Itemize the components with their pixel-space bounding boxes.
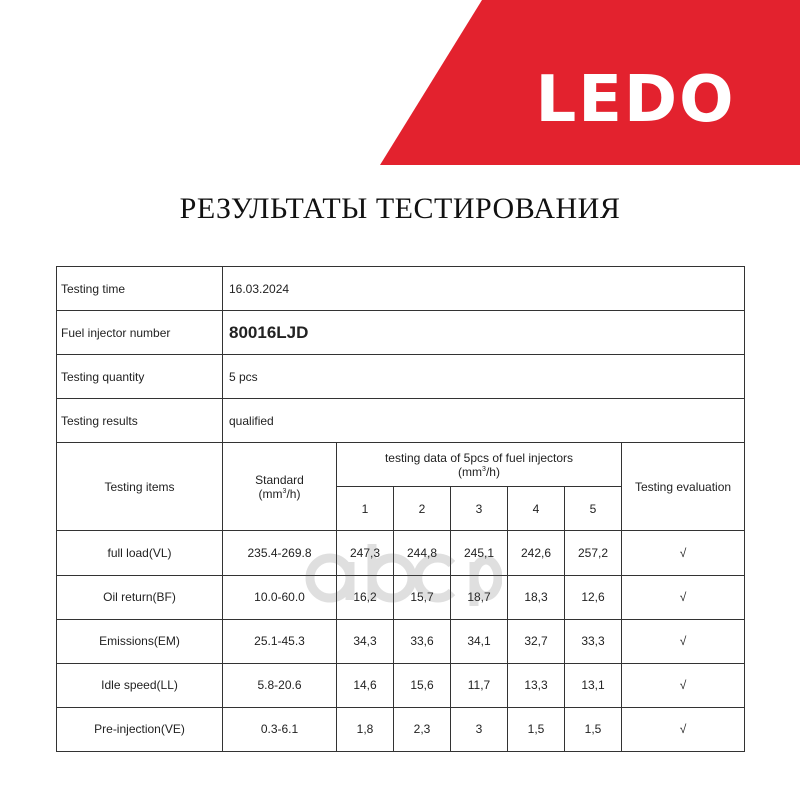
row-value: 12,6 (565, 575, 622, 619)
table-row (57, 531, 745, 575)
header-testing-items: Testing items (57, 443, 223, 531)
row-value: 34,1 (451, 619, 508, 663)
quantity-label: Testing quantity (57, 355, 223, 399)
info-row-testing-time (57, 267, 745, 311)
row-value: 257,2 (565, 531, 622, 575)
row-value: 11,7 (451, 663, 508, 707)
row-standard: 10.0-60.0 (223, 575, 337, 619)
row-value: 32,7 (508, 619, 565, 663)
row-value: 3 (451, 707, 508, 751)
row-item: Oil return(BF) (57, 575, 223, 619)
row-evaluation-check: √ (622, 619, 745, 663)
results-table (56, 266, 745, 752)
row-value: 34,3 (337, 619, 394, 663)
injector-number-value: 80016LJD (223, 311, 745, 355)
row-value: 14,6 (337, 663, 394, 707)
row-standard: 25.1-45.3 (223, 619, 337, 663)
row-item: Emissions(EM) (57, 619, 223, 663)
table-row (57, 707, 745, 751)
row-standard: 0.3-6.1 (223, 707, 337, 751)
info-row-quantity (57, 355, 745, 399)
header-col-3: 3 (451, 487, 508, 531)
row-standard: 5.8-20.6 (223, 663, 337, 707)
standard-unit-suffix: /h) (286, 486, 301, 501)
testing-time-label: Testing time (57, 267, 223, 311)
row-item: Idle speed(LL) (57, 663, 223, 707)
table-header-row (57, 443, 745, 487)
row-evaluation-check: √ (622, 531, 745, 575)
row-value: 13,3 (508, 663, 565, 707)
row-evaluation-check: √ (622, 663, 745, 707)
header-standard-unit (227, 487, 332, 501)
row-value: 33,6 (394, 619, 451, 663)
row-value: 18,3 (508, 575, 565, 619)
row-value: 15,7 (394, 575, 451, 619)
row-value: 2,3 (394, 707, 451, 751)
row-value: 33,3 (565, 619, 622, 663)
info-row-injector-number (57, 311, 745, 355)
header-standard (223, 443, 337, 531)
header-col-4: 4 (508, 487, 565, 531)
row-value: 16,2 (337, 575, 394, 619)
standard-unit-prefix: (mm (258, 486, 283, 501)
header-testing-data (337, 443, 622, 487)
row-value: 242,6 (508, 531, 565, 575)
row-item: full load(VL) (57, 531, 223, 575)
logo-banner (0, 0, 800, 165)
row-evaluation-check: √ (622, 575, 745, 619)
row-value: 18,7 (451, 575, 508, 619)
header-standard-label: Standard (255, 472, 304, 487)
row-value: 244,8 (394, 531, 451, 575)
quantity-value: 5 pcs (223, 355, 745, 399)
header-testing-data-label: testing data of 5pcs of fuel injectors (384, 450, 574, 465)
table-row (57, 575, 745, 619)
row-value: 1,5 (508, 707, 565, 751)
header-evaluation: Testing evaluation (622, 443, 745, 531)
testing-time-value: 16.03.2024 (223, 267, 745, 311)
results-table-container (56, 266, 744, 752)
results-label: Testing results (57, 399, 223, 443)
header-col-1: 1 (337, 487, 394, 531)
row-value: 1,8 (337, 707, 394, 751)
injector-number-label: Fuel injector number (57, 311, 223, 355)
row-value: 245,1 (451, 531, 508, 575)
table-row (57, 663, 745, 707)
ledo-logo: LEDO (535, 63, 736, 137)
results-value: qualified (223, 399, 745, 443)
row-item: Pre-injection(VE) (57, 707, 223, 751)
row-value: 1,5 (565, 707, 622, 751)
header-col-2: 2 (394, 487, 451, 531)
header-col-5: 5 (565, 487, 622, 531)
row-value: 247,3 (337, 531, 394, 575)
row-value: 15,6 (394, 663, 451, 707)
standard-unit-sup: 3 (282, 487, 287, 495)
row-standard: 235.4-269.8 (223, 531, 337, 575)
page-title: РЕЗУЛЬТАТЫ ТЕСТИРОВАНИЯ (179, 192, 621, 225)
row-evaluation-check: √ (622, 707, 745, 751)
table-row (57, 619, 745, 663)
testing-data-unit-sup: 3 (482, 465, 486, 473)
testing-data-unit-suffix: /h) (485, 464, 500, 479)
header-testing-data-unit (341, 465, 617, 479)
row-value: 13,1 (565, 663, 622, 707)
testing-data-unit-prefix: (mm (458, 464, 483, 479)
info-row-results (57, 399, 745, 443)
